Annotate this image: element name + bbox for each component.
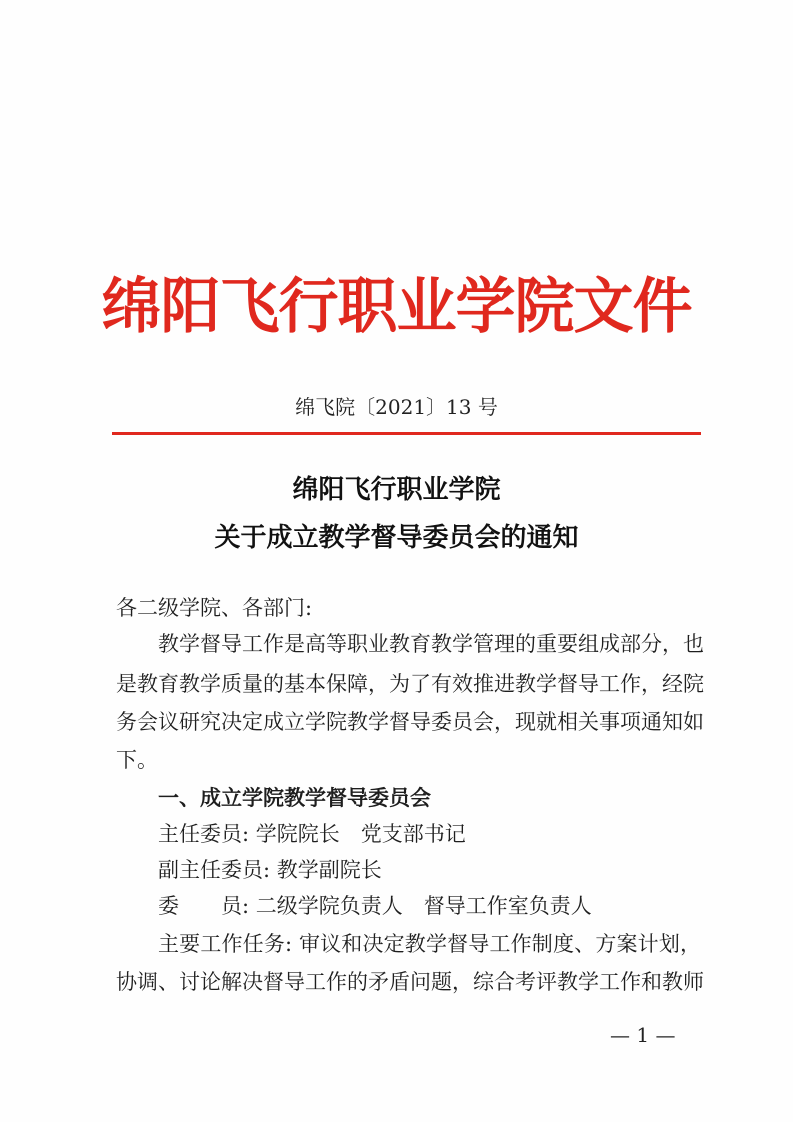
members-line: 委 员: 二级学院负责人 督导工作室负责人	[158, 894, 592, 918]
notice-title-line2: 关于成立教学督导委员会的通知	[214, 523, 579, 553]
paragraph-line: 下。	[116, 748, 158, 772]
notice-title-line1: 绵阳飞行职业学院	[292, 475, 501, 505]
paragraph-line: 务会议研究决定成立学院教学督导委员会，现就相关事项通知如	[116, 710, 704, 734]
salutation: 各二级学院、各部门:	[116, 596, 313, 620]
paragraph-line: 是教育教学质量的基本保障，为了有效推进教学督导工作，经院	[116, 672, 704, 696]
section-heading: 一、成立学院教学督导委员会	[158, 786, 431, 810]
vice-chair-line: 副主任委员: 教学副院长	[158, 858, 382, 882]
page-number: — 1 —	[610, 1023, 676, 1047]
chair-line: 主任委员: 学院院长 党支部书记	[158, 822, 466, 846]
issuer-banner: 绵阳飞行职业学院文件	[101, 272, 692, 342]
tasks-line: 协调、讨论解决督导工作的矛盾问题，综合考评教学工作和教师	[116, 970, 704, 994]
document-number: 绵飞院〔2021〕13 号	[295, 395, 498, 419]
tasks-line: 主要工作任务: 审议和决定教学督导工作制度、方案计划，	[158, 932, 701, 956]
red-divider	[112, 432, 701, 435]
paragraph-line: 教学督导工作是高等职业教育教学管理的重要组成部分，也	[158, 632, 704, 656]
